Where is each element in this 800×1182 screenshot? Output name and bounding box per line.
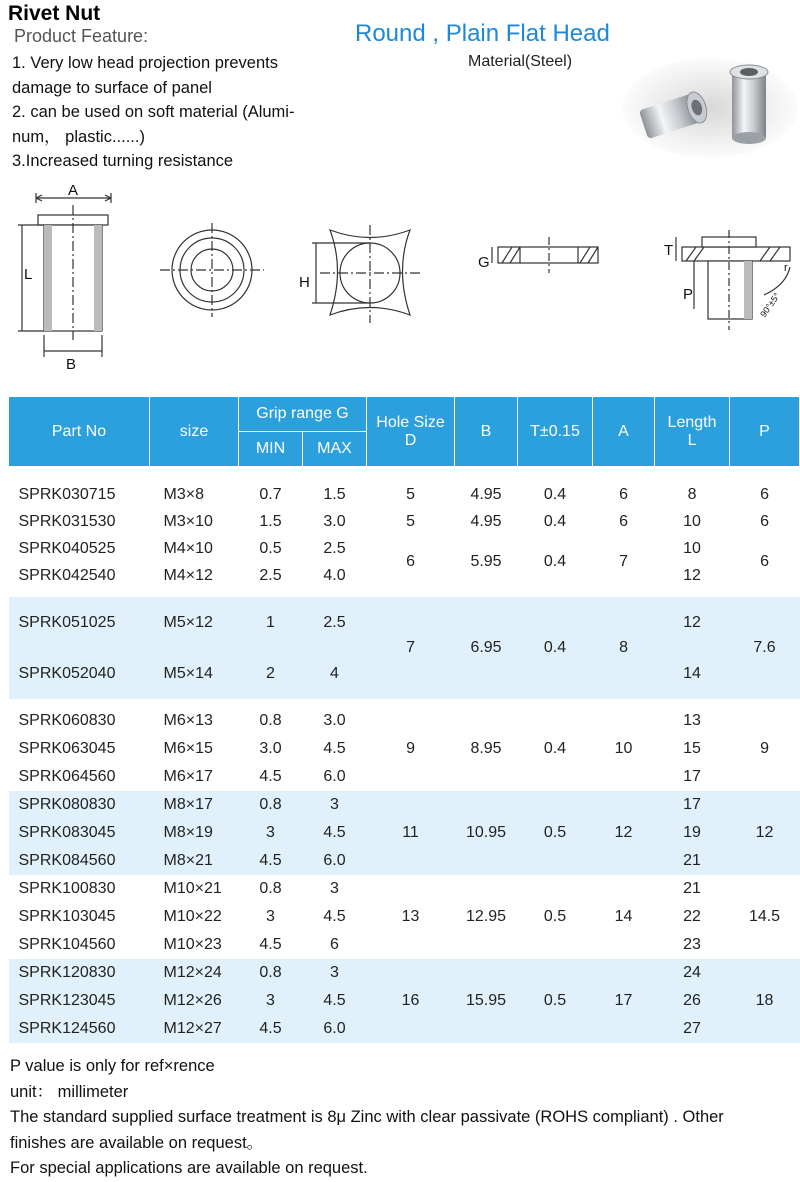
- cell-a: 10: [593, 707, 655, 791]
- cell-p: 7.6: [730, 597, 800, 699]
- cell-length: 21: [655, 875, 730, 903]
- cell-length: 13: [655, 707, 730, 735]
- feature-line: damage to surface of panel: [12, 78, 212, 97]
- cell-part-no: SPRK052040: [9, 649, 150, 699]
- cell-part-no: SPRK042540: [9, 562, 150, 589]
- cell-length: 14: [655, 649, 730, 699]
- dim-label-a: A: [68, 182, 79, 199]
- note-line: The standard supplied surface treatment is 8μ Zinc with clear passivate (ROHS compliant) . Other finishes are available on request。: [10, 1108, 724, 1152]
- cell-grip-max: 6.0: [303, 1015, 367, 1043]
- cell-part-no: SPRK124560: [9, 1015, 150, 1043]
- cell-a: 6: [593, 481, 655, 508]
- header-p: P: [730, 397, 800, 467]
- cell-grip-max: 6.0: [303, 763, 367, 791]
- cell-grip-max: 2.5: [303, 535, 367, 562]
- cell-a: 17: [593, 959, 655, 1043]
- product-photo: [620, 52, 800, 160]
- cell-hole-size: 6: [367, 535, 455, 589]
- cell-grip-max: 2.5: [303, 597, 367, 649]
- cell-length: 8: [655, 481, 730, 508]
- feature-line: num， plastic......): [12, 127, 145, 146]
- header-hole-size-symbol: D: [404, 431, 417, 449]
- cell-part-no: SPRK120830: [9, 959, 150, 987]
- cell-part-no: SPRK083045: [9, 819, 150, 847]
- table-row: [9, 597, 800, 649]
- header-min: MIN: [239, 432, 303, 467]
- cell-hole-size: 5: [367, 508, 455, 535]
- cell-grip-min: 0.8: [239, 959, 303, 987]
- cell-grip-min: 4.5: [239, 847, 303, 875]
- cell-size: M6×13: [150, 707, 239, 735]
- cell-length: 10: [655, 535, 730, 562]
- cell-size: M6×17: [150, 763, 239, 791]
- installed-view-drawing: [676, 230, 790, 330]
- cell-b: 10.95: [455, 791, 518, 875]
- table-group: [9, 535, 800, 589]
- table-group: [9, 699, 800, 791]
- cell-part-no: SPRK064560: [9, 763, 150, 791]
- cell-size: M10×21: [150, 875, 239, 903]
- cell-hole-size: 9: [367, 707, 455, 791]
- dim-label-l: L: [24, 266, 33, 283]
- table-row: [9, 508, 800, 535]
- cell-part-no: SPRK080830: [9, 791, 150, 819]
- cell-t: 0.4: [518, 508, 593, 535]
- cell-p: 6: [730, 481, 800, 508]
- front-view-drawing: [160, 223, 264, 317]
- dim-label-r: r: [784, 262, 788, 274]
- table-row: [9, 791, 800, 819]
- header-hole-size-label: Hole Size: [376, 413, 445, 431]
- cell-length: 12: [655, 562, 730, 589]
- cell-part-no: SPRK063045: [9, 735, 150, 763]
- dim-label-angle: 90°±5°: [758, 291, 782, 319]
- cell-b: 12.95: [455, 875, 518, 959]
- table-row: [9, 707, 800, 735]
- cell-length: 19: [655, 819, 730, 847]
- cell-t: 0.4: [518, 597, 593, 699]
- header-max: MAX: [303, 432, 367, 467]
- cell-length: 24: [655, 959, 730, 987]
- cell-grip-max: 3: [303, 959, 367, 987]
- note-line: unit： millimeter: [10, 1082, 129, 1101]
- cell-grip-max: 3: [303, 875, 367, 903]
- dim-label-b: B: [66, 356, 77, 373]
- cell-size: M10×22: [150, 903, 239, 931]
- note-line: P value is only for ref×rence: [10, 1057, 215, 1075]
- table-row: [9, 959, 800, 987]
- cell-size: M12×27: [150, 1015, 239, 1043]
- cell-grip-min: 0.8: [239, 791, 303, 819]
- cell-size: M6×15: [150, 735, 239, 763]
- cell-grip-max: 4.5: [303, 735, 367, 763]
- cell-b: 5.95: [455, 535, 518, 589]
- cell-grip-min: 4.5: [239, 931, 303, 959]
- cell-grip-max: 3.0: [303, 508, 367, 535]
- cell-length: 17: [655, 763, 730, 791]
- cell-part-no: SPRK084560: [9, 847, 150, 875]
- material-label: Material(Steel): [468, 53, 573, 70]
- cell-grip-max: 6.0: [303, 847, 367, 875]
- specification-table: [8, 396, 800, 1043]
- variant-title: Round , Plain Flat Head: [355, 20, 610, 47]
- cell-grip-max: 6: [303, 931, 367, 959]
- dim-label-t: T: [664, 242, 674, 259]
- cell-grip-max: 4: [303, 649, 367, 699]
- cell-grip-min: 4.5: [239, 1015, 303, 1043]
- cell-size: M4×12: [150, 562, 239, 589]
- cell-part-no: SPRK100830: [9, 875, 150, 903]
- cell-grip-min: 0.8: [239, 875, 303, 903]
- cell-grip-min: 3: [239, 987, 303, 1015]
- cell-grip-min: 4.5: [239, 763, 303, 791]
- cell-length: 10: [655, 508, 730, 535]
- table-group: [9, 481, 800, 535]
- header-a: A: [593, 397, 655, 467]
- cell-size: M12×26: [150, 987, 239, 1015]
- table-group: [9, 875, 800, 959]
- notes: [10, 1054, 780, 1182]
- header-grip-range: Grip range G: [239, 397, 367, 432]
- header-b: B: [455, 397, 518, 467]
- table-row: [9, 481, 800, 508]
- table-group: [9, 589, 800, 699]
- cell-hole-size: 5: [367, 481, 455, 508]
- cell-grip-max: 4.5: [303, 903, 367, 931]
- header-size: size: [150, 397, 239, 467]
- cell-b: 4.95: [455, 508, 518, 535]
- header-length-label: Length: [667, 413, 717, 431]
- cell-size: M3×8: [150, 481, 239, 508]
- cell-part-no: SPRK030715: [9, 481, 150, 508]
- cell-grip-max: 3: [303, 791, 367, 819]
- cell-length: 15: [655, 735, 730, 763]
- panel-section-drawing: [492, 237, 598, 273]
- cell-hole-size: 7: [367, 597, 455, 699]
- feature-line: 3.Increased turning resistance: [12, 152, 234, 170]
- table-row: [9, 535, 800, 562]
- table-group: [9, 959, 800, 1043]
- cell-size: M8×21: [150, 847, 239, 875]
- note-line: For special applications are available on request.: [10, 1159, 368, 1177]
- cell-a: 7: [593, 535, 655, 589]
- cell-b: 6.95: [455, 597, 518, 699]
- feature-line: 2. can be used on soft material (Alumi-: [12, 103, 295, 121]
- cell-t: 0.4: [518, 535, 593, 589]
- cell-hole-size: 11: [367, 791, 455, 875]
- cell-part-no: SPRK103045: [9, 903, 150, 931]
- feature-list: [12, 51, 294, 174]
- cell-hole-size: 16: [367, 959, 455, 1043]
- cell-p: 18: [730, 959, 800, 1043]
- panel-hole-drawing: [312, 225, 420, 323]
- cell-grip-min: 3: [239, 903, 303, 931]
- cell-hole-size: 13: [367, 875, 455, 959]
- cell-size: M10×23: [150, 931, 239, 959]
- cell-a: 6: [593, 508, 655, 535]
- header-hole-size: [367, 397, 455, 467]
- cell-part-no: SPRK040525: [9, 535, 150, 562]
- dim-label-h: H: [299, 274, 310, 291]
- cell-grip-min: 1: [239, 597, 303, 649]
- cell-b: 4.95: [455, 481, 518, 508]
- cell-grip-min: 0.5: [239, 535, 303, 562]
- cell-length: 23: [655, 931, 730, 959]
- cell-size: M5×14: [150, 649, 239, 699]
- cell-size: M3×10: [150, 508, 239, 535]
- cell-grip-min: 1.5: [239, 508, 303, 535]
- cell-t: 0.5: [518, 959, 593, 1043]
- cell-part-no: SPRK104560: [9, 931, 150, 959]
- cell-size: M12×24: [150, 959, 239, 987]
- cell-part-no: SPRK123045: [9, 987, 150, 1015]
- cell-grip-min: 3.0: [239, 735, 303, 763]
- cell-part-no: SPRK060830: [9, 707, 150, 735]
- header-t: T±0.15: [518, 397, 593, 467]
- product-feature-heading: Product Feature:: [14, 26, 149, 46]
- dim-label-p: P: [683, 286, 694, 303]
- cell-b: 15.95: [455, 959, 518, 1043]
- cell-p: 12: [730, 791, 800, 875]
- cell-length: 17: [655, 791, 730, 819]
- table-group: [9, 791, 800, 875]
- cell-grip-min: 0.7: [239, 481, 303, 508]
- table-row: [9, 875, 800, 903]
- cell-grip-min: 0.8: [239, 707, 303, 735]
- cell-t: 0.5: [518, 875, 593, 959]
- cell-grip-max: 1.5: [303, 481, 367, 508]
- cell-p: 14.5: [730, 875, 800, 959]
- page-title: Rivet Nut: [8, 2, 101, 25]
- cell-a: 14: [593, 875, 655, 959]
- cell-size: M5×12: [150, 597, 239, 649]
- cell-length: 27: [655, 1015, 730, 1043]
- cell-grip-max: 4.0: [303, 562, 367, 589]
- cell-grip-min: 2: [239, 649, 303, 699]
- cell-length: 26: [655, 987, 730, 1015]
- cell-size: M8×17: [150, 791, 239, 819]
- cell-length: 21: [655, 847, 730, 875]
- feature-line: 1. Very low head projection prevents: [12, 54, 278, 72]
- cell-size: M4×10: [150, 535, 239, 562]
- cell-p: 6: [730, 508, 800, 535]
- cell-part-no: SPRK031530: [9, 508, 150, 535]
- header-part-no: Part No: [9, 397, 150, 467]
- cell-t: 0.5: [518, 791, 593, 875]
- cell-grip-min: 2.5: [239, 562, 303, 589]
- cell-grip-min: 3: [239, 819, 303, 847]
- cell-part-no: SPRK051025: [9, 597, 150, 649]
- dim-label-g: G: [478, 254, 490, 271]
- technical-drawings: [0, 175, 800, 380]
- cell-length: 12: [655, 597, 730, 649]
- cell-t: 0.4: [518, 707, 593, 791]
- cell-b: 8.95: [455, 707, 518, 791]
- cell-grip-max: 3.0: [303, 707, 367, 735]
- header-length-symbol: L: [687, 431, 697, 449]
- header-length: [655, 397, 730, 467]
- cell-length: 22: [655, 903, 730, 931]
- cell-grip-max: 4.5: [303, 819, 367, 847]
- cell-t: 0.4: [518, 481, 593, 508]
- cell-p: 9: [730, 707, 800, 791]
- cell-a: 12: [593, 791, 655, 875]
- cell-p: 6: [730, 535, 800, 589]
- cell-size: M8×19: [150, 819, 239, 847]
- cell-grip-max: 4.5: [303, 987, 367, 1015]
- cell-a: 8: [593, 597, 655, 699]
